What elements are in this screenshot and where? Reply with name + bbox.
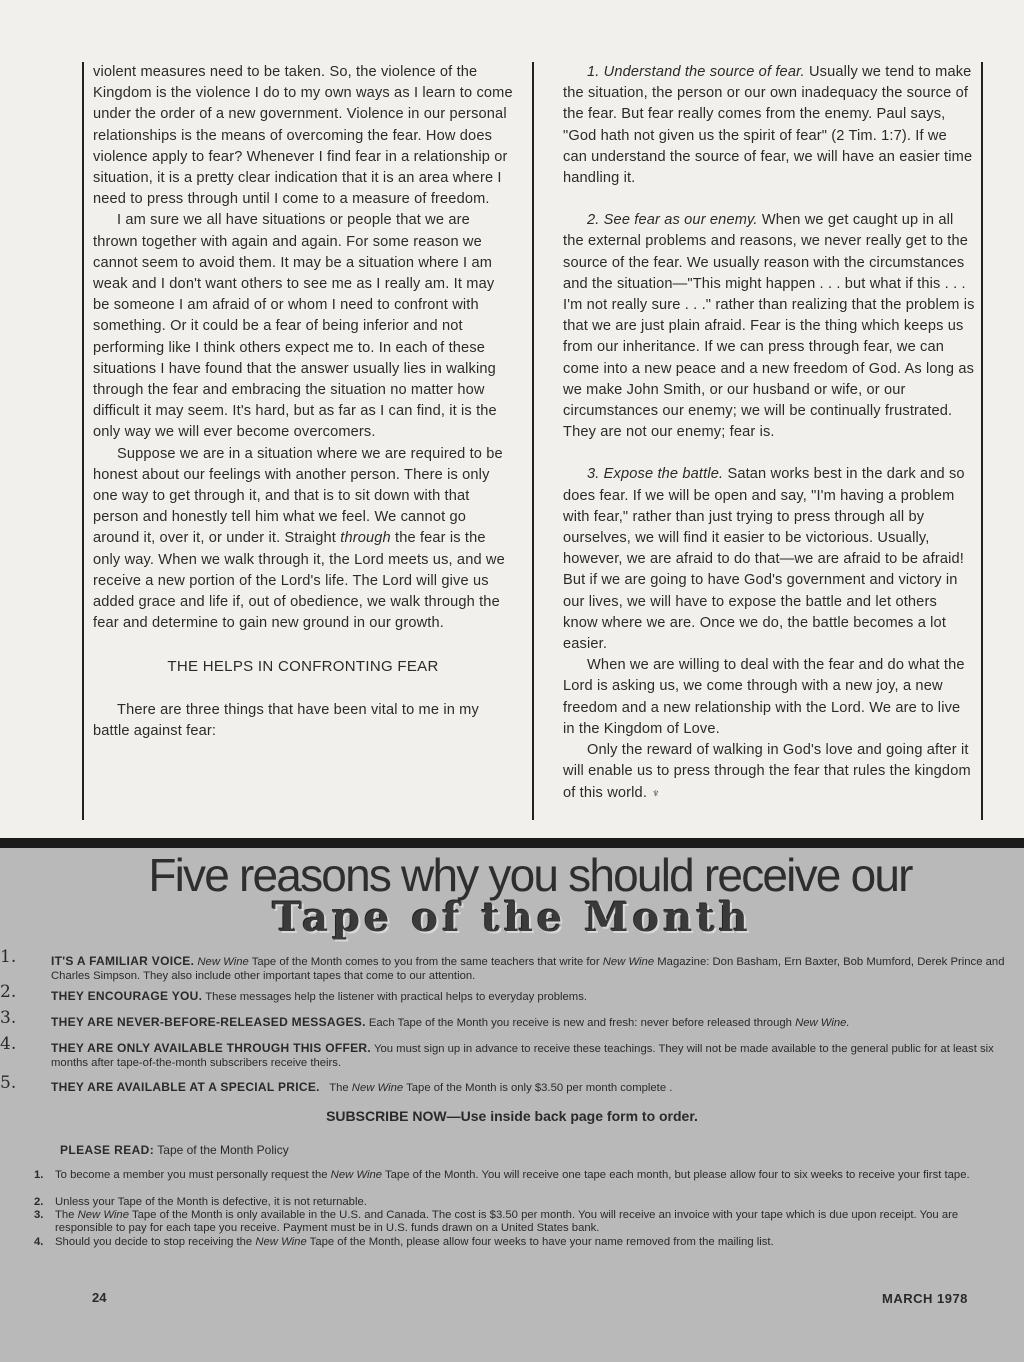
ad-title: Five reasons why you should receive our [148,849,912,901]
ad-top-bar [0,838,1024,848]
help-item-label: 1. Understand the source of fear. [587,64,805,80]
tape-of-the-month-ad: Five reasons why you should receive our Tape of the Month 1. IT'S A FAMILIAR VOICE. New Wine Tape of the Month comes to you from the same teachers that write for New Wine Magazine: Don Basham, Ern Baxter, Bob Mumford, Derek Prince and Charles Simpson. They also include other important tapes that come to our attention. 2. THEY ENCOURAGE YOU. These messages help the listener with practical helps to everyday problems. 3. THEY ARE NEVER-BEFORE-RELEASED MESSAGES. Each Tape of the Month you receive is new and fresh: never before released through New Wine. 4. THEY ARE ONLY AVAILABLE THROUGH THIS OFFER. You must sign up in advance to receive these teachings. They will not be made available to the general public for at least six months after tape-of-the-month subscribers receive theirs. 5. THEY ARE AVAILABLE AT A SPECIAL PRICE. The New Wine Tape of the Month is only $3.50 per month complete . SUBSCRIBE NOW—Use inside back page form to order. PLEASE READ: Tape of the Month Policy 1. To become a member you must personally request the New Wine Tape of the Month. You will receive one tape each month, but please allow four to six weeks to receive your first tape. 2. Unless your Tape of the Month is defective, it is not returnable. 3. The New Wine Tape of the Month is only available in the U.S. and Canada. The cost is $3.50 per month. You will receive an invoice with your tape which is due upon receipt. You are responsible to pay for each tape you receive. Payment must be in U.S. funds drawn on a United States bank. 4. Should you decide to stop receiving the New Wine Tape of the Month, please allow four weeks to have your name removed from the mailing list. 24 MARCH 1978 [0,838,1024,1362]
article-paragraph: Only the reward of walking in God's love and going after it will enable us to press through the fear that rules the kingdom of this world. ♆ [563,742,971,801]
article-left-column [93,62,513,742]
emphasis-text: through [340,530,391,547]
column-divider-rule [532,62,534,820]
issue-date: MARCH 1978 [882,1291,968,1306]
left-margin-rule [82,62,84,820]
article-paragraph: When we are willing to deal with the fear and do what the Lord is asking us, we come through with a new joy, a new freedom and a new relationship with the Lord. We are to live in the Kingdom of Love. [563,657,965,737]
article-paragraph: Suppose we are in a situation where we are required to be honest about our feelings with another person. There is only one way to get through it, and that is to sit down with that person and honestly tell him what we feel. We cannot go around it, over it, or under it. Straight through the fear is the only way. When we walk through it, the Lord meets us, and we receive a new portion of the Lord's life. The Lord will give us added grace and life if, out of obedience, we walk through the fear and determine to gain new ground in our growth. [93,445,505,632]
end-mark-icon: ♆ [651,785,661,800]
article-paragraph: I am sure we all have situations or people that we are thrown together with again and again. For some reason we cannot seem to avoid them. It may be a situation where I am weak and I don't want others to see me as I really am. It may be someone I am afraid of or whom I need to confront with something. Or it could be a fear of being inferior and not performing like I think others expect me to. In each of these situations I have found that the answer usually lies in walking through the fear and embracing the situation no matter how difficult it may seem. It's hard, but as far as I can find, it is the only way we will ever become overcomers. [93,212,497,441]
help-item-label: 3. Expose the battle. [587,466,724,483]
reason-number: 3. [0,1008,17,1028]
help-item-1: 1. Understand the source of fear. Usually we tend to make the situation, the person or our own inadequacy the source of the fear. But fear really comes from the enemy. Paul says, "God hath not given us the spirit of fear" (2 Tim. 1:7). If we can understand the source of fear, we will have an easier time handling it. [563,64,973,187]
policy-heading: PLEASE READ: Tape of the Month Policy [60,1143,289,1157]
section-heading: THE HELPS IN CONFRONTING FEAR [167,658,439,676]
help-item-3: 3. Expose the battle. Satan works best in the dark and so does fear. If we will be open and say, "I'm having a problem with fear," rather than just trying to press through all by ourselves, we will find it easier to be victorious. Usually, however, we are afraid to do that—we are afraid to be afraid! But if we are going to have God's government and victory in our lives, we will have to expose the battle and let others know where we are. Once we do, the battle becomes a lot easier. [563,466,965,653]
article-paragraph: violent measures need to be taken. So, the violence of the Kingdom is the violence I do to my own ways as I learn to come under the order of a new government. Violence in our personal relationships is the means of overcoming the fear. How does violence apply to fear? Whenever I find fear in a relationship or situation, it is a pretty clear indication that it is an area where I need to press through until I come to a measure of freedom. [93,64,513,208]
right-margin-rule [981,62,983,820]
help-item-label: 2. See fear as our enemy. [587,212,758,229]
article-right-column [563,62,975,804]
reason-number: 1. [0,947,17,967]
reason-number: 4. [0,1034,17,1054]
reason-number: 5. [0,1073,17,1093]
article-paragraph: There are three things that have been vital to me in my battle against fear: [93,701,479,739]
page-number: 24 [92,1290,107,1305]
reason-number: 2. [0,982,17,1002]
subscribe-callout: SUBSCRIBE NOW—Use inside back page form to order. [326,1108,698,1124]
tape-of-the-month-logo: Tape of the Month [272,894,752,941]
help-item-2: 2. See fear as our enemy. When we get caught up in all the external problems and reasons, we never really get to the source of the fear. We usually reason with the circumstances and the situation—"This might happen . . . but what if this . . . I'm not really sure . . ." rather than realizing that the problem is that we are just plain afraid. Fear is the thing which keeps us from our inheritance. If we can press through fear, we can come into a new peace and a new freedom of God. As long as we make John Smith, or our husband or wife, or our circumstances our enemy; we will be continually frustrated. They are not our enemy; fear is. [563,212,975,441]
